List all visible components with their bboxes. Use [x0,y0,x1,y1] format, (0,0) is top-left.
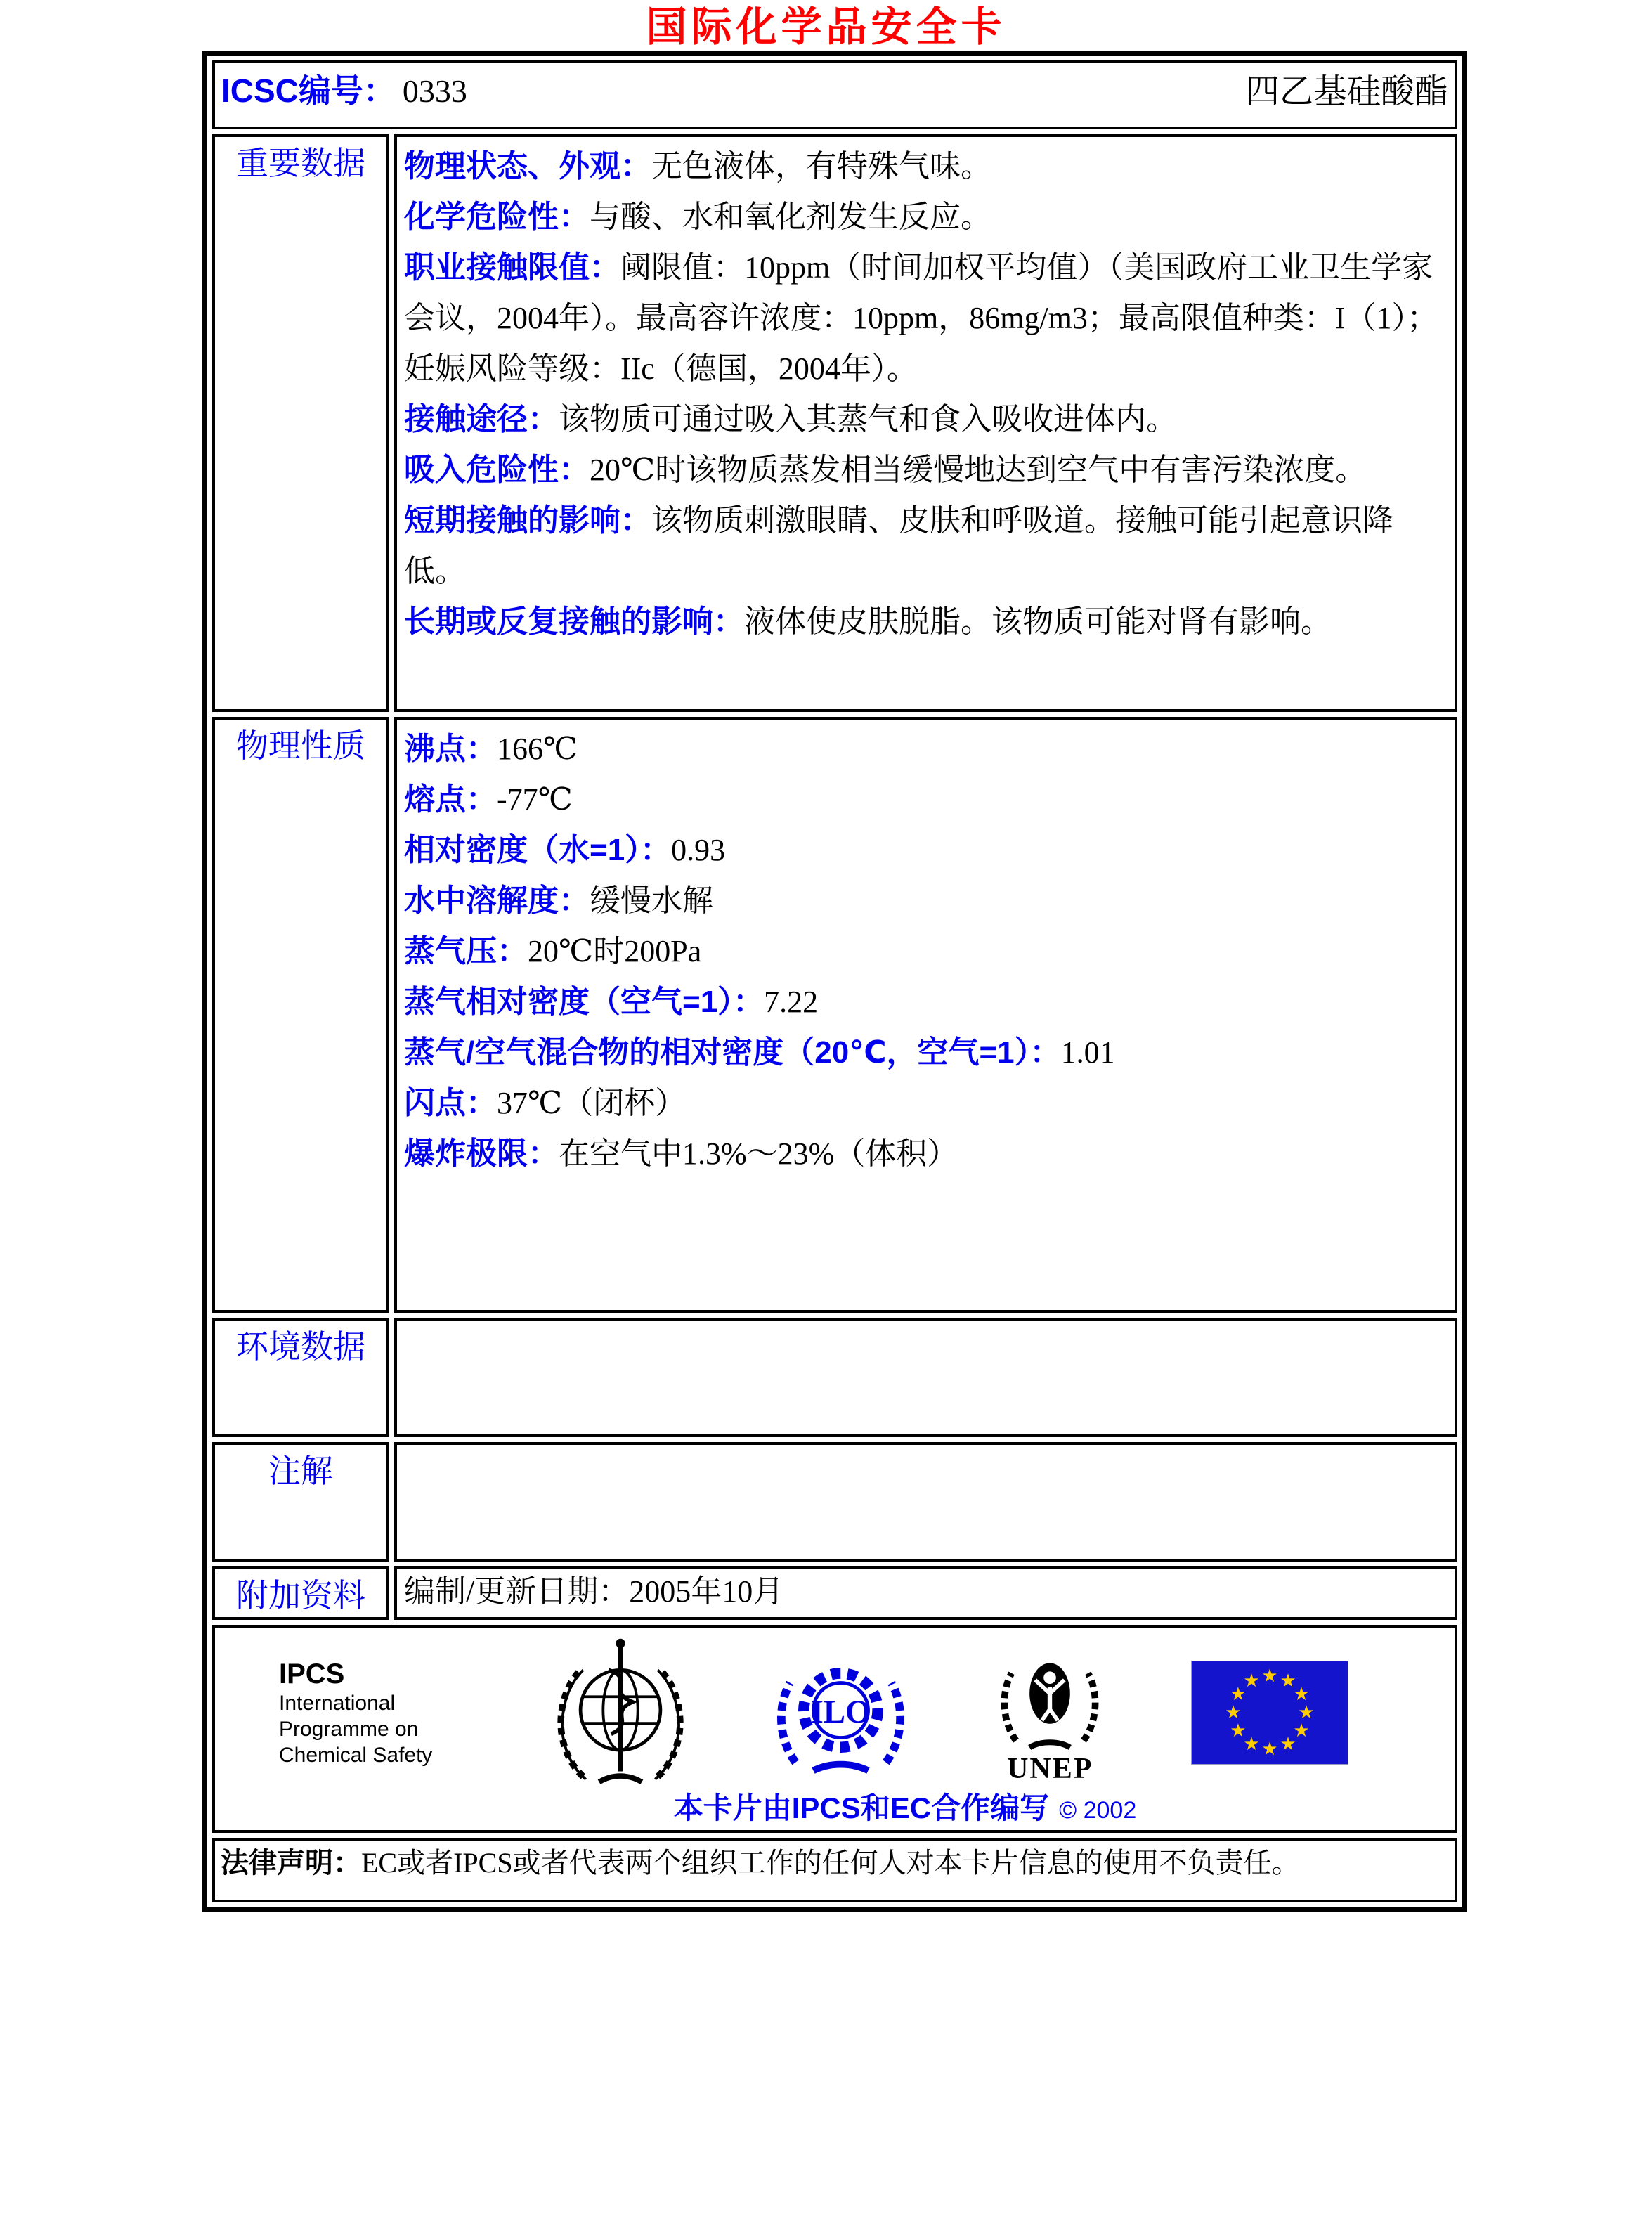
row-label-physical-properties: 物理性质 [212,717,389,1313]
field-label: 物理状态、外观： [404,149,651,183]
field-label: 熔点： [404,782,497,817]
field-value: 无色液体，有特殊气味。 [651,149,991,183]
notes-content [394,1442,1457,1562]
environmental-data-content [394,1318,1457,1437]
eu-flag-icon [1191,1661,1348,1765]
eu-star-icon: ★ [1225,1702,1242,1723]
ipcs-line: Chemical Safety [279,1743,433,1767]
important-data-item [404,597,1448,647]
row-label-environmental-data: 环境数据 [212,1318,389,1437]
unep-logo-icon [994,1642,1106,1754]
field-label: 化学危险性： [404,200,590,234]
field-value: 166℃ [497,732,578,766]
icsc-number-group [221,65,467,112]
field-value: 缓慢水解 [590,883,713,918]
important-data-content [394,134,1457,712]
physical-property-item [404,1129,1448,1179]
field-value: 与酸、水和氧化剂发生反应。 [590,200,991,234]
field-label: 接触途径： [404,402,559,436]
eu-star-icon: ★ [1261,1666,1278,1687]
cooperation-caption-text: 本卡片由IPCS和EC合作编写 [673,1791,1050,1824]
physical-property-item [404,876,1448,926]
field-label: 爆炸极限： [404,1136,559,1171]
eu-star-icon: ★ [1243,1670,1260,1692]
field-label: 吸入危险性： [404,453,590,487]
ipcs-text-block [279,1658,469,1768]
chemical-name: 四乙基硅酸酯 [1245,73,1448,110]
field-value: 7.22 [764,985,819,1019]
field-value: 该物质可通过吸入其蒸气和食入吸收进体内。 [559,402,1177,436]
eu-star-icon: ★ [1298,1702,1315,1723]
important-data-item [404,242,1448,394]
field-value: 该物质刺激眼睛、皮肤和呼吸道。接触可能引起意识降低。 [404,503,1393,588]
physical-property-item [404,724,1448,774]
field-label: 蒸气相对密度（空气=1）： [404,985,765,1019]
field-label: 短期接触的影响： [404,503,651,538]
additional-info-content: 编制/更新日期：2005年10月 [394,1566,1457,1620]
safety-card-table [202,51,1467,1912]
field-label: 蒸气/空气混合物的相对密度（20℃，空气=1）： [404,1035,1061,1070]
field-label: 闪点： [404,1086,497,1120]
legal-statement-label: 法律声明： [221,1848,361,1879]
field-label: 长期或反复接触的影响： [404,604,744,639]
cooperation-caption [674,1785,1137,1827]
physical-properties-content [394,717,1457,1313]
important-data-item [404,495,1448,597]
ilo-logo-icon [772,1645,909,1782]
icsc-number-value: 0333 [402,72,467,109]
unep-logo-block [994,1642,1106,1784]
icsc-number-label: ICSC编号： [221,72,396,109]
field-value: -77℃ [497,782,573,817]
ipcs-line: Programme on [279,1717,419,1741]
field-value: 20℃时200Pa [528,934,702,968]
row-label-notes: 注解 [212,1442,389,1562]
legal-statement-text: EC或者IPCS或者代表两个组织工作的任何人对本卡片信息的使用不负责任。 [361,1847,1300,1879]
physical-property-item [404,1078,1448,1129]
physical-property-item [404,926,1448,977]
ipcs-line: International [279,1691,396,1715]
organisation-logos-row [212,1625,1457,1833]
important-data-item [404,141,1448,192]
physical-property-item [404,977,1448,1027]
copyright-text: © 2002 [1059,1797,1137,1824]
eu-star-icon: ★ [1293,1684,1310,1705]
important-data-item [404,445,1448,495]
field-value: 20℃时该物质蒸发相当缓慢地达到空气中有害污染浓度。 [590,453,1367,487]
physical-property-item [404,774,1448,825]
eu-star-icon: ★ [1293,1720,1310,1741]
row-label-important-data: 重要数据 [212,134,389,712]
field-value: 0.93 [671,833,726,867]
eu-star-icon: ★ [1261,1739,1278,1760]
eu-star-icon: ★ [1243,1734,1260,1756]
field-label: 相对密度（水=1）： [404,833,672,867]
field-value: 在空气中1.3%～23%（体积） [559,1136,958,1171]
legal-statement-row [212,1838,1457,1902]
important-data-item [404,394,1448,445]
page-title: 国际化学品安全卡 [646,4,1006,50]
who-logo-icon [554,1635,687,1790]
physical-property-item [404,825,1448,876]
field-value: 37℃（闭杯） [497,1086,687,1120]
eu-star-icon: ★ [1280,1734,1296,1756]
physical-property-item [404,1027,1448,1078]
field-label: 水中溶解度： [404,883,590,918]
field-value: 阈限值：10ppm（时间加权平均值）（美国政府工业卫生学家会议，2004年）。最高容许浓度：10ppm，86mg/m3；最高限值种类：I（1）；妊娠风险等级：IIc（德国，2004年）。 [404,250,1438,386]
card-header-row [212,60,1457,129]
unep-logo-text: UNEP [1007,1753,1093,1785]
ilo-logo-text: ILO [810,1693,871,1730]
field-value: 1.01 [1060,1035,1115,1070]
field-label: 沸点： [404,732,497,766]
field-label: 蒸气压： [404,934,528,968]
ipcs-acronym: IPCS [279,1658,345,1689]
eu-star-icon: ★ [1230,1684,1247,1705]
row-label-additional-info: 附加资料 [212,1566,389,1620]
eu-star-icon: ★ [1230,1720,1247,1741]
field-value: 液体使皮肤脱脂。该物质可能对肾有影响。 [744,604,1332,639]
field-label: 职业接触限值： [404,250,620,285]
important-data-item [404,192,1448,242]
eu-star-icon: ★ [1280,1670,1296,1692]
